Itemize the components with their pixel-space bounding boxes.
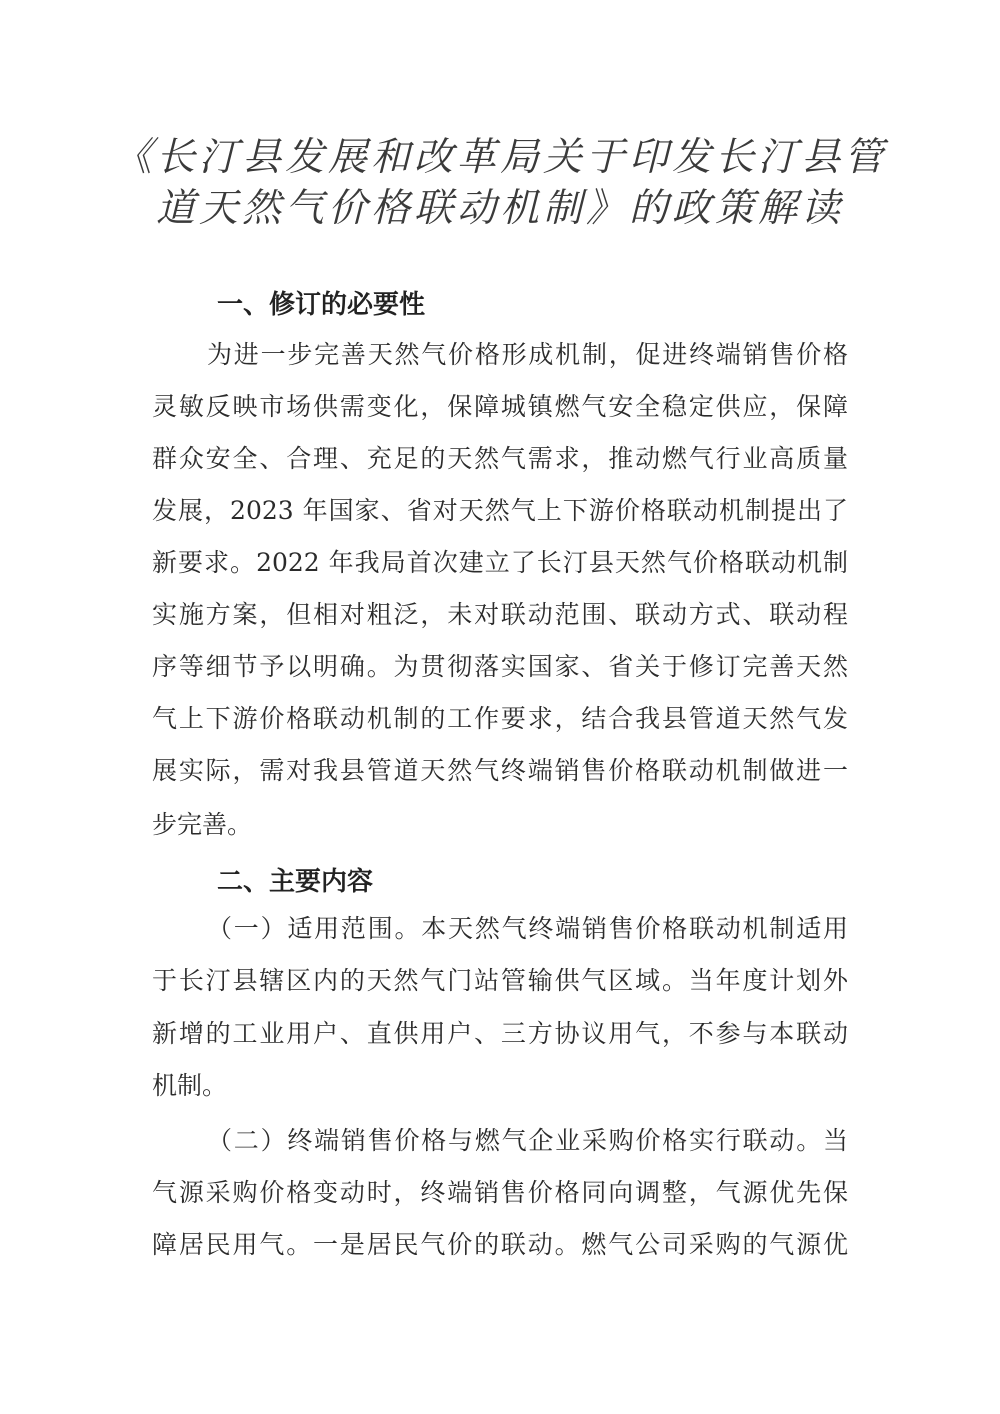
paragraph-line: 于长汀县辖区内的天然气门站管输供气区域。当年度计划外 [152,966,848,995]
section-heading-necessity: 一、修订的必要性 [217,290,426,320]
paragraph-line: 步完善。 [152,810,253,839]
paragraph-line: 实施方案，但相对粗泛，未对联动范围、联动方式、联动程 [152,600,848,629]
paragraph-line: （一）适用范围。本天然气终端销售价格联动机制适用 [207,914,848,943]
paragraph-line: 障居民用气。一是居民气价的联动。燃气公司采购的气源优 [152,1230,848,1259]
paragraph-line: 气上下游价格联动机制的工作要求，结合我县管道天然气发 [152,704,848,733]
paragraph-line: 气源采购价格变动时，终端销售价格同向调整，气源优先保 [152,1178,848,1207]
paragraph-line: 机制。 [152,1071,228,1100]
paragraph-line: 灵敏反映市场供需变化，保障城镇燃气安全稳定供应，保障 [152,392,848,421]
paragraph-line: 新要求。2022 年我局首次建立了长汀县天然气价格联动机制 [152,548,848,577]
paragraph-line: （二）终端销售价格与燃气企业采购价格实行联动。当 [207,1126,848,1155]
paragraph-line: 序等细节予以明确。为贯彻落实国家、省关于修订完善天然 [152,652,848,681]
paragraph-line: 展实际，需对我县管道天然气终端销售价格联动机制做进一 [152,756,848,785]
document-title-line-1: 《长汀县发展和改革局关于印发长汀县管 [112,135,887,180]
paragraph-line: 为进一步完善天然气价格形成机制，促进终端销售价格 [207,340,848,369]
document-title-line-2: 道天然气价格联动机制》的政策解读 [155,186,844,231]
paragraph-line: 群众安全、合理、充足的天然气需求，推动燃气行业高质量 [152,444,848,473]
paragraph-line: 发展，2023 年国家、省对天然气上下游价格联动机制提出了 [152,496,848,525]
section-heading-main-content: 二、主要内容 [217,867,374,897]
paragraph-line: 新增的工业用户、直供用户、三方协议用气，不参与本联动 [152,1019,848,1048]
